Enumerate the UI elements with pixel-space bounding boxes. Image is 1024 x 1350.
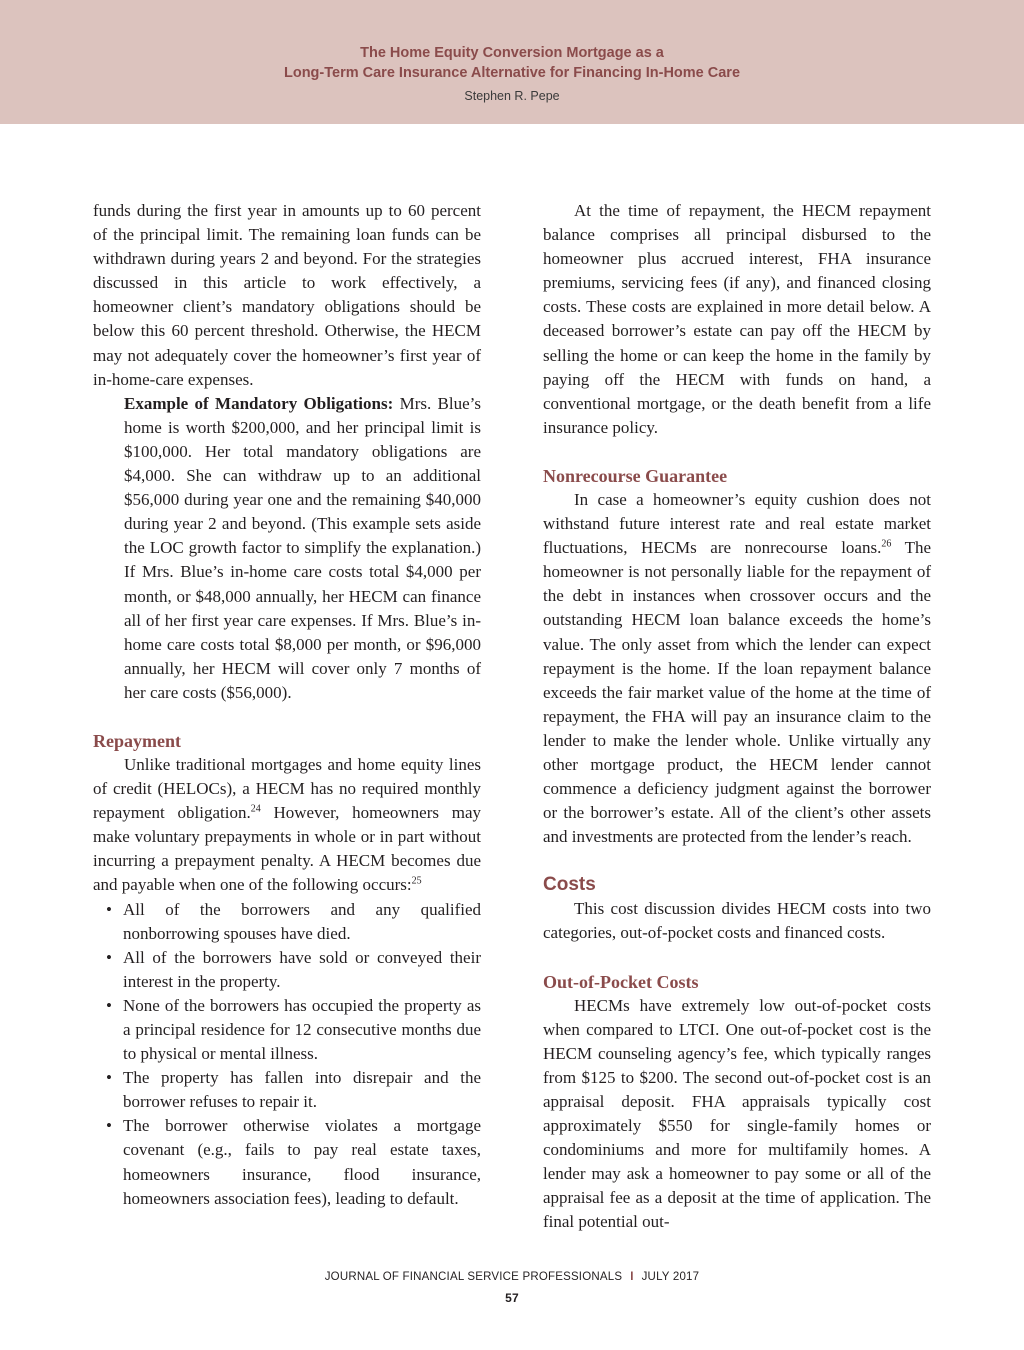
page-footer xyxy=(0,1271,1024,1305)
list-item-text: The borrower otherwise violates a mortgage covenant (e.g., fails to pay real estate taxes, homeowners insurance, flood insurance, homeowners association fees), leading to default. xyxy=(123,1116,481,1208)
nonrecourse-text-a: In case a homeowner’s equity cushion does not withstand future interest rate and real estate market fluctuations, HECMs are nonrecourse loans. xyxy=(543,489,931,558)
repayment-paragraph xyxy=(93,753,481,898)
bullet-icon: • xyxy=(106,947,112,967)
page-number: 57 xyxy=(505,1291,519,1305)
footnote-ref-24: 24 xyxy=(250,803,261,815)
list-item-text: The property has fallen into disrepair and the borrower refuses to repair it. xyxy=(123,1068,481,1112)
repayment-text-b: However, homeowners may make voluntary prepayments in whole or in part without incurring a prepayment penalty. A HECM becomes due and payable when one of the following occurs: xyxy=(93,803,481,895)
journal-name: JOURNAL OF FINANCIAL SERVICE PROFESSIONALS xyxy=(324,1271,623,1283)
section-heading-repayment: Repayment xyxy=(93,730,181,751)
list-item xyxy=(106,1114,481,1210)
example-mandatory-obligations xyxy=(124,392,481,705)
paragraph-continued: funds during the first year in amounts up to 60 percent of the principal limit. The remaining loan funds can be withdrawn during years 2 and beyond. For the strategies discussed in this article to work effectively, a homeowner client’s mandatory obligations should be below this 60 percent threshold. Otherwise, the HECM may not adequately cover the homeowner’s first year of in-home-care expenses. xyxy=(93,201,481,389)
footnote-ref-25: 25 xyxy=(411,875,422,887)
footnote-ref-26: 26 xyxy=(881,538,892,550)
footer-separator: I xyxy=(630,1271,634,1283)
left-column xyxy=(93,199,481,1211)
section-heading-out-of-pocket: Out-of-Pocket Costs xyxy=(543,971,699,992)
nonrecourse-text-b: The homeowner is not personally liable for the repayment of the debt in instances when crossover occurs and the outstanding HECM loan balance exceeds the home’s value. The only asset from which the lender can expect repayment is the home. If the loan repayment balance exceeds the fair market value of the home at the time of repayment, the FHA will pay an insurance claim to the lender to make the lender whole. Unlike virtually any other mortgage product, the HECM lender cannot commence a deficiency judgment against the borrower or the borrower’s estate. All of the client’s other assets and investments are protected from the lender’s reach. xyxy=(543,538,932,847)
section-heading-costs: Costs xyxy=(543,874,596,896)
bullet-icon: • xyxy=(106,899,112,919)
example-text: Mrs. Blue’s home is worth $200,000, and her principal limit is $100,000. Her total mandatory obligations are $4,000. She can withdraw up to an additional $56,000 during year one and the remaining $40,000 during year 2 and beyond. (This example sets aside the LOC growth factor to simplify the explanation.) If Mrs. Blue’s in-home care costs total $4,000 per month, or $48,000 annually, her HECM can finance all of her first year care expenses. If Mrs. Blue’s in-home care costs total $8,000 per month, or $96,000 annually, her HECM will cover only 7 months of her care costs ($56,000). xyxy=(124,393,481,702)
bullet-icon: • xyxy=(106,995,112,1015)
due-payable-list xyxy=(93,898,481,1211)
list-item-text: All of the borrowers and any qualified nonborrowing spouses have died. xyxy=(123,899,481,943)
costs-paragraph: This cost discussion divides HECM costs into two categories, out-of-pocket costs and financed costs. xyxy=(543,899,931,943)
header-author: Stephen R. Pepe xyxy=(464,89,560,103)
list-item xyxy=(106,1066,481,1114)
header-title-line-1: The Home Equity Conversion Mortgage as a xyxy=(360,45,664,61)
right-column xyxy=(543,199,931,1234)
running-header xyxy=(0,0,1024,124)
section-heading-nonrecourse: Nonrecourse Guarantee xyxy=(543,465,728,486)
repayment-balance-paragraph: At the time of repayment, the HECM repayment balance comprises all principal disbursed to the homeowner plus accrued interest, FHA insurance premiums, servicing fees (if any), and financed closing costs. These costs are explained in more detail below. A deceased borrower’s estate can pay off the HECM by selling the home or can keep the home in the family by paying off the HECM with funds on hand, a conventional mortgage, or the death benefit from a life insurance policy. xyxy=(543,201,931,437)
bullet-icon: • xyxy=(106,1116,112,1136)
issue-date: JULY 2017 xyxy=(641,1271,700,1283)
list-item xyxy=(106,898,481,946)
bullet-icon: • xyxy=(106,1068,112,1088)
repayment-text-a: Unlike traditional mortgages and home equity lines of credit (HELOCs), a HECM has no required monthly repayment obligation. xyxy=(93,754,481,823)
out-of-pocket-paragraph: HECMs have extremely low out-of-pocket costs when compared to LTCI. One out-of-pocket cost is the HECM counseling agency’s fee, which typically ranges from $125 to $200. The second out-of-pocket cost is an appraisal deposit. FHA appraisals typically cost approximately $550 for single-family homes or condominiums and more for multifamily homes. A lender may ask a homeowner to pay some or all of the appraisal fee as a deposit at the time of application. The final potential out- xyxy=(543,995,931,1232)
list-item-text: All of the borrowers have sold or conveyed their interest in the property. xyxy=(123,947,481,991)
nonrecourse-paragraph xyxy=(543,488,931,849)
example-label: Example of Mandatory Obligations: xyxy=(124,393,394,413)
list-item xyxy=(106,946,481,994)
header-title-line-2: Long-Term Care Insurance Alternative for Financing In-Home Care xyxy=(283,65,741,81)
list-item xyxy=(106,994,481,1066)
list-item-text: None of the borrowers has occupied the property as a principal residence for 12 consecutive months due to physical or mental illness. xyxy=(123,995,481,1064)
